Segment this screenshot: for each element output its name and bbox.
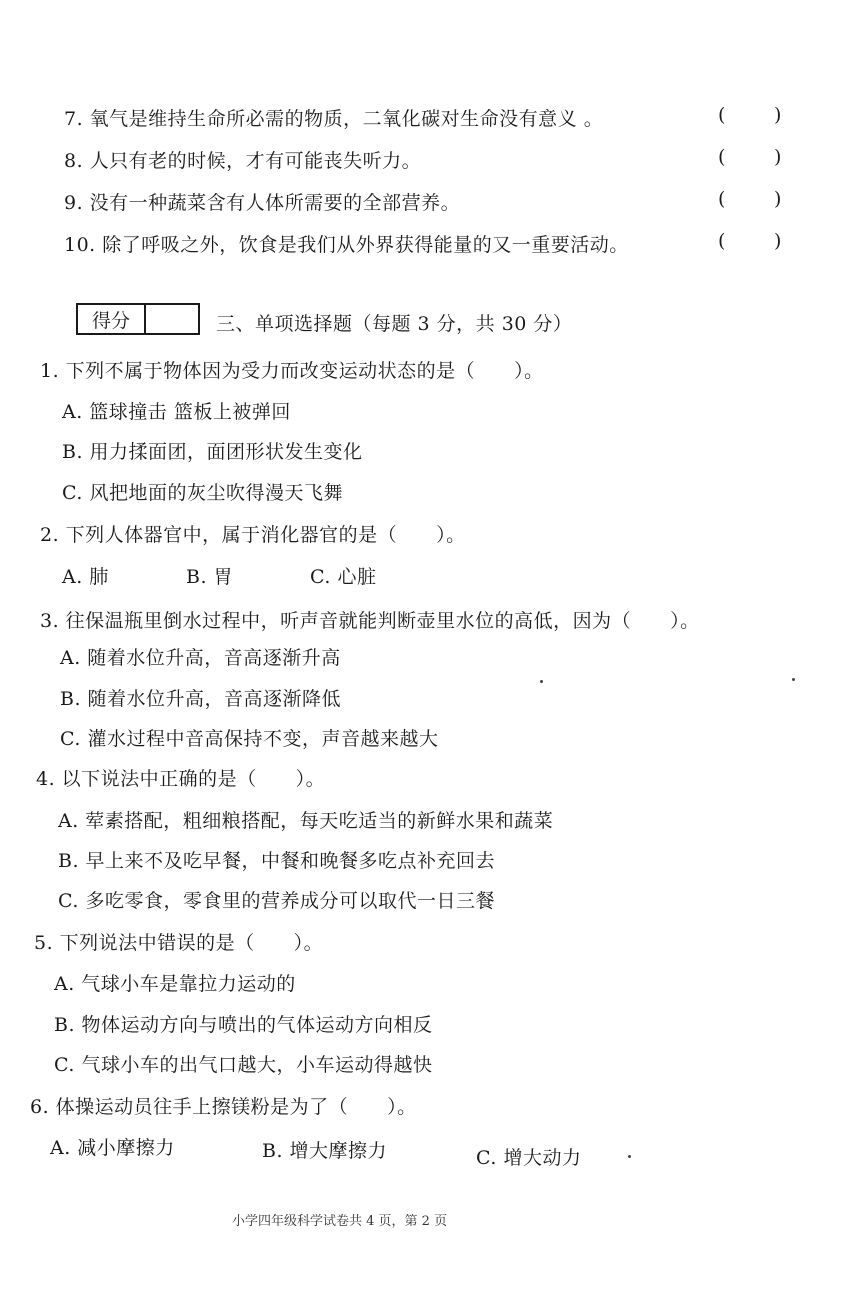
scan-speck: [792, 678, 795, 681]
question-option: A. 减小摩擦力: [50, 1137, 175, 1159]
answer-paren-close: ): [774, 146, 782, 168]
answer-paren-close: ): [774, 188, 782, 210]
question-option: B. 增大摩擦力: [262, 1140, 388, 1162]
judgment-item-7: 7. 氧气是维持生命所必需的物质，二氧化碳对生命没有意义 。: [64, 108, 604, 130]
question-option: B. 物体运动方向与喷出的气体运动方向相反: [54, 1014, 433, 1036]
answer-paren-close: ): [774, 104, 782, 126]
question-option: C. 气球小车的出气口越大，小车运动得越快: [54, 1054, 433, 1076]
judgment-item-8: 8. 人只有老的时候，才有可能丧失听力。: [64, 150, 422, 172]
answer-paren-close: ): [774, 230, 782, 252]
question-option: B. 用力揉面团，面团形状发生变化: [62, 441, 363, 463]
answer-paren-open: (: [718, 104, 726, 126]
answer-paren-open: (: [718, 146, 726, 168]
question-stem: 3. 往保温瓶里倒水过程中，听声音就能判断壶里水位的高低，因为（ ）。: [40, 610, 700, 632]
question-option: A. 荤素搭配，粗细粮搭配，每天吃适当的新鲜水果和蔬菜: [58, 810, 554, 832]
question-stem: 5. 下列说法中错误的是（ ）。: [34, 932, 324, 954]
scan-speck: [628, 1155, 631, 1158]
question-option: C. 心脏: [310, 566, 377, 588]
scan-speck: [540, 680, 543, 683]
page-footer: 小学四年级科学试卷共 4 页，第 2 页: [232, 1214, 448, 1229]
question-option: A. 肺: [62, 566, 109, 588]
question-stem: 6. 体操运动员往手上擦镁粉是为了（ ）。: [30, 1096, 417, 1118]
score-label: 得分: [78, 305, 146, 333]
question-option: B. 早上来不及吃早餐，中餐和晚餐多吃点补充回去: [58, 850, 496, 872]
score-box: [76, 303, 200, 335]
answer-paren-open: (: [718, 188, 726, 210]
section-title: 三、单项选择题（每题 3 分，共 30 分）: [216, 313, 573, 335]
judgment-item-10: 10. 除了呼吸之外，饮食是我们从外界获得能量的又一重要活动。: [64, 234, 629, 256]
question-stem: 2. 下列人体器官中，属于消化器官的是（ ）。: [40, 524, 466, 546]
question-stem: 1. 下列不属于物体因为受力而改变运动状态的是（ ）。: [40, 360, 544, 382]
question-option: A. 随着水位升高，音高逐渐升高: [60, 647, 341, 669]
question-option: C. 风把地面的灰尘吹得漫天飞舞: [62, 482, 343, 504]
score-blank: [146, 305, 198, 333]
judgment-item-9: 9. 没有一种蔬菜含有人体所需要的全部营养。: [64, 192, 461, 214]
question-option: C. 多吃零食，零食里的营养成分可以取代一日三餐: [58, 890, 495, 912]
question-option: B. 随着水位升高，音高逐渐降低: [60, 688, 342, 710]
question-option: A. 篮球撞击 篮板上被弹回: [62, 401, 291, 423]
answer-paren-open: (: [718, 230, 726, 252]
question-option: A. 气球小车是靠拉力运动的: [54, 973, 296, 995]
question-option: B. 胃: [186, 566, 234, 588]
question-option: C. 增大动力: [476, 1147, 582, 1169]
question-stem: 4. 以下说法中正确的是（ ）。: [36, 768, 326, 790]
question-option: C. 灌水过程中音高保持不变，声音越来越大: [60, 728, 439, 750]
